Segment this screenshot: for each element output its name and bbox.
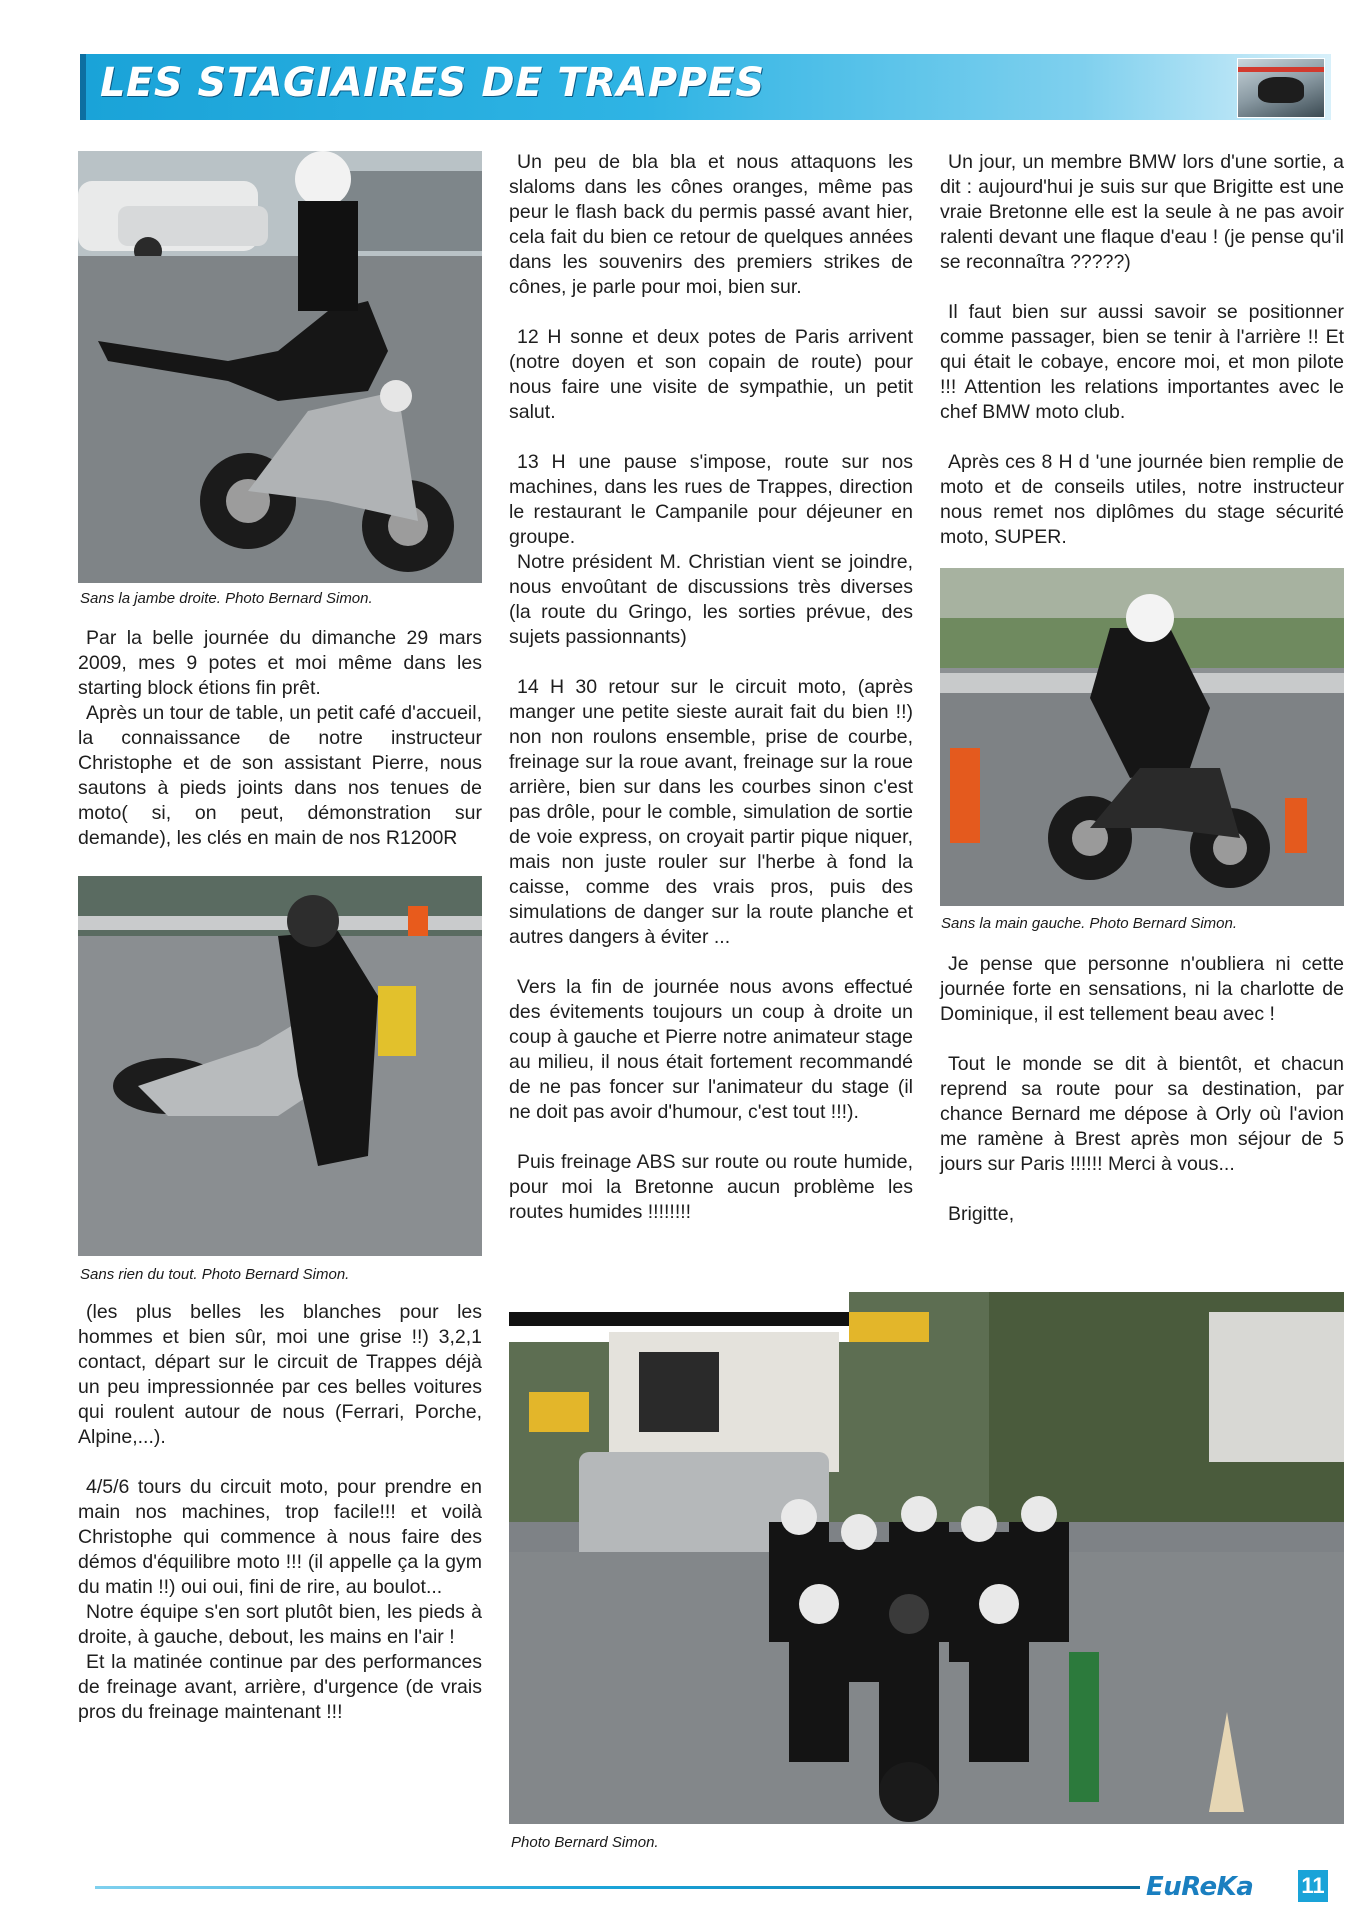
column3-paragraph: Après ces 8 H d 'une journée bien remplie de moto et de conseils utiles, notre instructeur nous remet nos diplômes du stage sécurité moto, SUPER. xyxy=(940,451,1344,548)
column3-paragraph: Je pense que personne n'oubliera ni cette journée forte en sensations, ni la charlotte de Dominique, il est tellement beau avec ! xyxy=(940,953,1344,1025)
column1-paragraph: Et la matinée continue par des performances de freinage avant, arrière, d'urgence (de vrais pros du freinage maintenant !!! xyxy=(78,1651,482,1723)
column1-paragraph: (les plus belles les blanches pour les hommes et bien sûr, moi une grise !!) 3,2,1 contact, départ sur le circuit de Trappes déjà un peu impressionnée par ces belles voitures qui roulent autour de nous (Ferrari, Porche, Alpine,...). xyxy=(78,1301,482,1448)
photo-rider-hand-off xyxy=(940,568,1344,906)
column3-paragraph: Il faut bien sur aussi savoir se positionner comme passager, bien se tenir à l'arrière !! Et qui était le cobaye, encore moi, et mon pilote !!! Attention les relations importantes avec le chef BMW moto club. xyxy=(940,301,1344,423)
column1-lower-text xyxy=(78,1300,482,1725)
banner-thumbnail-photo xyxy=(1237,58,1325,118)
column1-upper-text xyxy=(78,626,482,851)
column2-paragraph: Notre président M. Christian vient se joindre, nous envoûtant de discussions très diverses (la route du Gringo, les sorties prévue, des sujets passionnants) xyxy=(509,551,913,648)
photo2-caption: Sans rien du tout. Photo Bernard Simon. xyxy=(80,1266,350,1283)
column2-paragraph: 12 H sonne et deux potes de Paris arrivent (notre doyen et son copain de route) pour nous faire une visite de sympathie, un petit salut. xyxy=(509,326,913,423)
column2-paragraph: Vers la fin de journée nous avons effectué des évitements toujours un coup à droite un coup à gauche et Pierre notre animateur stage au milieu, il nous était fortement recommandé de ne pas foncer sur l'animateur du stage (il ne doit pas avoir d'humour, c'est tout !!!). xyxy=(509,976,913,1123)
page-title: LES STAGIAIRES DE TRAPPES xyxy=(100,60,765,106)
column2-paragraph: 14 H 30 retour sur le circuit moto, (après manger une petite sieste aurait fait du bien !!) non non roulons ensemble, prise de courbe, freinage sur la roue avant, freinage sur la roue arrière, bien sur dans les courbes sinon c'est pas drôle, pour le comble, simulation de sortie de voie express, on croyait partir pique niquer, mais non juste rouler sur l'herbe à fond la caisse, comme des vrais pros, puis des simulations de danger sur la route planche et autres dangers à éviter ... xyxy=(509,676,913,948)
column3-paragraph: Tout le monde se dit à bientôt, et chacun reprend sa route pour sa destination, par chance Bernard me dépose à Orly où l'avion me ramène à Brest après mon séjour de 5 jours sur Paris !!!!!! Merci à vous... xyxy=(940,1053,1344,1175)
column3-paragraph: Un jour, un membre BMW lors d'une sortie, a dit : aujourd'hui je suis sur que Brigitte est une vraie Bretonne elle est la seule à ne pas avoir ralenti devant une flaque d'eau ! (je pense qu'il se reconnaîtra ?????) xyxy=(940,151,1344,273)
page-number: 11 xyxy=(1298,1870,1328,1902)
column3-lower-text xyxy=(940,952,1344,1227)
column1-paragraph: 4/5/6 tours du circuit moto, pour prendre en main nos machines, trop facile!!! et voilà Christophe qui commence à nous faire des démos d'équilibre moto !!! (il appelle ça la gym du matin !!) oui oui, fini de rire, au boulot... xyxy=(78,1476,482,1598)
column1-paragraph: Notre équipe s'en sort plutôt bien, les pieds à droite, à gauche, debout, les mains en l'air ! xyxy=(78,1601,482,1648)
photo-fallen-bike xyxy=(78,876,482,1256)
footer-rule xyxy=(95,1886,1140,1889)
signature: Brigitte, xyxy=(948,1203,1015,1225)
photo4-caption: Photo Bernard Simon. xyxy=(511,1834,659,1851)
photo-group-riders xyxy=(509,1292,1344,1824)
column1-paragraph: Après un tour de table, un petit café d'accueil, la connaissance de notre instructeur Christophe et de son assistant Pierre, nous sautons à pieds joints dans nos tenues de moto( si, on peut, démonstration sur demande), les clés en main de nos R1200R xyxy=(78,702,482,849)
photo1-caption: Sans la jambe droite. Photo Bernard Simon. xyxy=(80,590,373,607)
column2-paragraph: 13 H une pause s'impose, route sur nos machines, dans les rues de Trappes, direction le restaurant le Campanile pour déjeuner en groupe. xyxy=(509,451,913,548)
column2-paragraph: Puis freinage ABS sur route ou route humide, pour moi la Bretonne aucun problème les routes humides !!!!!!!! xyxy=(509,1151,913,1223)
title-banner xyxy=(80,54,1331,120)
column3-upper-text xyxy=(940,150,1344,550)
photo3-caption: Sans la main gauche. Photo Bernard Simon. xyxy=(941,915,1238,932)
column1-paragraph: Par la belle journée du dimanche 29 mars 2009, mes 9 potes et moi même dans les starting block étions fin prêt. xyxy=(78,627,482,699)
photo-rider-leg-out xyxy=(78,151,482,583)
magazine-brand: EuReKa xyxy=(1146,1872,1254,1902)
column2-paragraph: Un peu de bla bla et nous attaquons les slaloms dans les cônes oranges, même pas peur le flash back du permis passé avant hier, cela fait du bien ce retour de quelques années dans les souvenirs des premiers strikes de cônes, je parle pour moi, bien sur. xyxy=(509,151,913,298)
column2-text xyxy=(509,150,913,1225)
